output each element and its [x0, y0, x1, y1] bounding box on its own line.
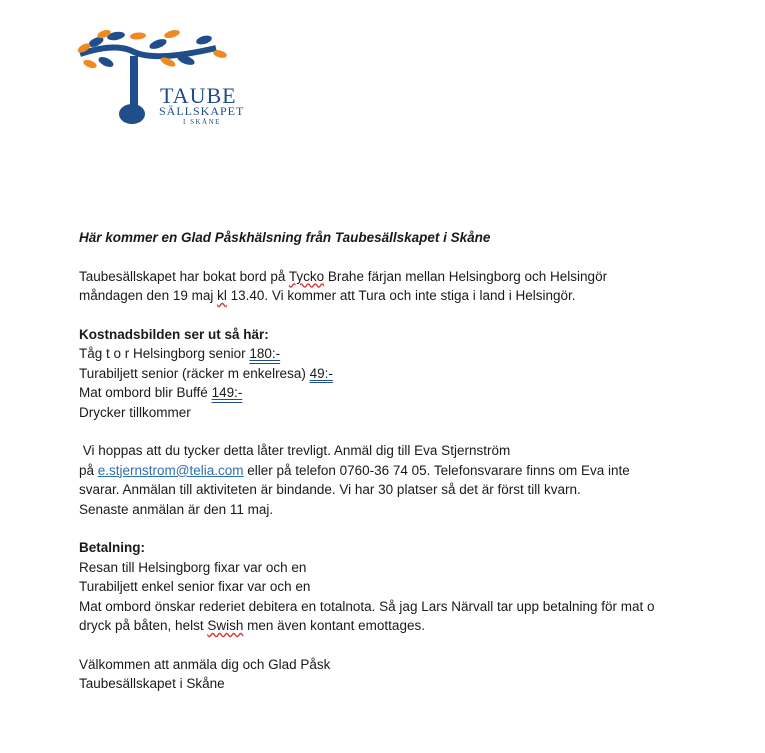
signup-line-3: svarar. Anmälan till aktiviteten är bindande. Vi har 30 platser så det är först till kvarn.: [79, 482, 581, 498]
price-tura: 49:-: [309, 365, 333, 381]
spellcheck-word: Swish: [207, 618, 244, 634]
payment-line-1: Resan till Helsingborg fixar var och en: [79, 559, 307, 575]
payment-line-3: Mat ombord önskar rederiet debitera en totalnota. Så jag Lars Närvall tar upp betalning för mat o: [79, 598, 655, 614]
price-train: 180:-: [249, 346, 281, 362]
intro-line-2: måndagen den 19 maj kl 13.40. Vi kommer att Tura och inte stiga i land i Helsingör.: [79, 288, 576, 304]
payment-heading: Betalning:: [79, 540, 145, 556]
cost-train: Tåg t o r Helsingborg senior 180:-: [79, 346, 281, 362]
cost-tura: Turabiljett senior (räcker m enkelresa) 49:-: [79, 365, 333, 381]
closing-line-1: Välkommen att anmäla dig och Glad Påsk: [79, 656, 331, 672]
cost-food: Mat ombord blir Buffé 149:-: [79, 385, 243, 401]
signup-line-4: Senaste anmälan är den 11 maj.: [79, 501, 274, 517]
closing-line-2: Taubesällskapet i Skåne: [79, 676, 225, 692]
logo-region: I SKÅNE: [183, 118, 221, 126]
email-link[interactable]: e.stjernstrom@telia.com: [97, 462, 244, 478]
intro-line-1: Taubesällskapet har bokat bord på Tycko Brahe färjan mellan Helsingborg och Helsingör: [79, 268, 608, 284]
document-body: [79, 228, 719, 694]
costs-heading: Kostnadsbilden ser ut så här:: [79, 327, 269, 342]
headline: Här kommer en Glad Påskhälsning från Taubesällskapet i Skåne: [79, 230, 491, 245]
spellcheck-word: Tycko: [288, 268, 325, 284]
signup-line-2: på e.stjernstrom@telia.com eller på telefon 0760-36 74 05. Telefonsvarare finns om Eva inte: [79, 462, 630, 478]
spellcheck-word: kl: [217, 288, 227, 304]
signup-line-1: Vi hoppas att du tycker detta låter trevligt. Anmäl dig till Eva Stjernström: [79, 443, 511, 459]
price-food: 149:-: [211, 385, 243, 401]
payment-line-4: dryck på båten, helst Swish men även kontant emottages.: [79, 618, 425, 634]
payment-line-2: Turabiljett enkel senior fixar var och en: [79, 579, 311, 595]
cost-drinks: Drycker tillkommer: [79, 404, 191, 420]
logo-subtitle: SÄLLSKAPET: [159, 104, 245, 118]
logo-title: TAUBE: [160, 83, 237, 108]
